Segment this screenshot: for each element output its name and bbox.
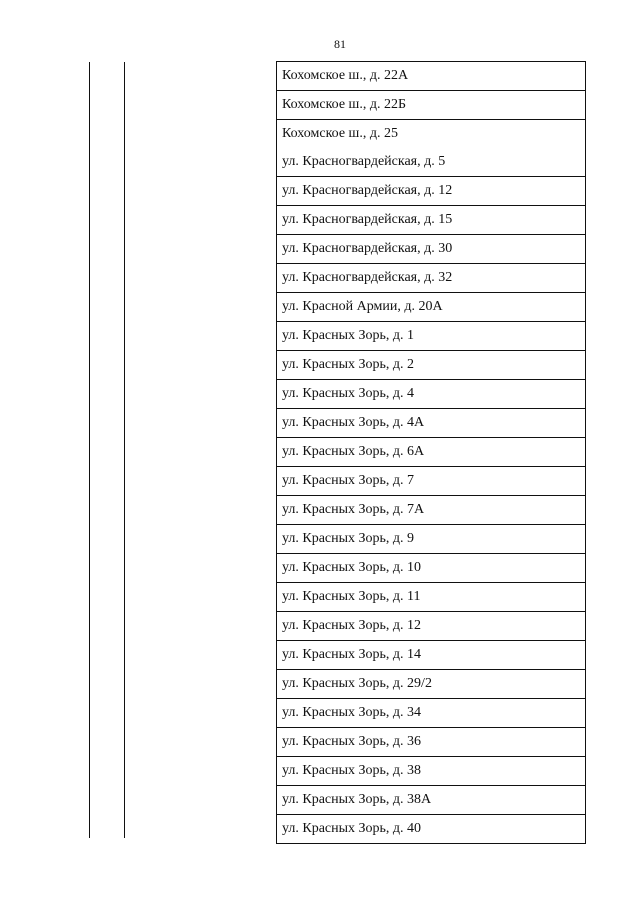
address-cell: ул. Красных Зорь, д. 12 <box>277 612 586 641</box>
table-row <box>277 264 586 293</box>
table-row <box>277 699 586 728</box>
table-row <box>277 293 586 322</box>
address-cell: ул. Красных Зорь, д. 7 <box>277 467 586 496</box>
table-row <box>277 120 586 149</box>
table-row <box>277 380 586 409</box>
address-cell: ул. Красных Зорь, д. 7А <box>277 496 586 525</box>
table-row <box>277 641 586 670</box>
table-row <box>277 757 586 786</box>
table-column-border-inner <box>124 62 125 838</box>
address-cell: ул. Красных Зорь, д. 6А <box>277 438 586 467</box>
address-cell: ул. Красных Зорь, д. 29/2 <box>277 670 586 699</box>
address-cell: ул. Красногвардейская, д. 15 <box>277 206 586 235</box>
address-cell: ул. Красной Армии, д. 20А <box>277 293 586 322</box>
table-row <box>277 554 586 583</box>
table-row <box>277 235 586 264</box>
address-cell: Кохомское ш., д. 22А <box>277 62 586 91</box>
table-row <box>277 583 586 612</box>
table-row <box>277 670 586 699</box>
address-cell: ул. Красных Зорь, д. 38А <box>277 786 586 815</box>
table-row <box>277 351 586 380</box>
table-row <box>277 206 586 235</box>
table-row <box>277 438 586 467</box>
table-row <box>277 496 586 525</box>
address-cell: ул. Красногвардейская, д. 30 <box>277 235 586 264</box>
address-cell: Кохомское ш., д. 25 <box>277 120 586 149</box>
table-row <box>277 91 586 120</box>
address-cell: ул. Красных Зорь, д. 9 <box>277 525 586 554</box>
table-row <box>277 177 586 206</box>
table-row <box>277 728 586 757</box>
address-cell: ул. Красногвардейская, д. 32 <box>277 264 586 293</box>
table-row <box>277 322 586 351</box>
address-cell: ул. Красных Зорь, д. 11 <box>277 583 586 612</box>
address-cell: ул. Красных Зорь, д. 4 <box>277 380 586 409</box>
address-cell: ул. Красных Зорь, д. 14 <box>277 641 586 670</box>
address-cell: ул. Красногвардейская, д. 12 <box>277 177 586 206</box>
address-cell: Кохомское ш., д. 22Б <box>277 91 586 120</box>
table-row <box>277 815 586 844</box>
table-row <box>277 786 586 815</box>
address-cell: ул. Красных Зорь, д. 4А <box>277 409 586 438</box>
table-row <box>277 148 586 177</box>
table-row <box>277 612 586 641</box>
table-row <box>277 62 586 91</box>
table-row <box>277 467 586 496</box>
address-cell: ул. Красных Зорь, д. 1 <box>277 322 586 351</box>
address-cell: ул. Красных Зорь, д. 34 <box>277 699 586 728</box>
address-cell: ул. Красных Зорь, д. 2 <box>277 351 586 380</box>
address-table <box>276 61 586 844</box>
address-cell: ул. Красных Зорь, д. 36 <box>277 728 586 757</box>
table-row <box>277 525 586 554</box>
address-cell: ул. Красных Зорь, д. 40 <box>277 815 586 844</box>
page-number: 81 <box>334 37 346 51</box>
table-row <box>277 409 586 438</box>
table-column-border-left <box>89 62 90 838</box>
address-cell: ул. Красногвардейская, д. 5 <box>277 148 586 177</box>
address-cell: ул. Красных Зорь, д. 10 <box>277 554 586 583</box>
address-cell: ул. Красных Зорь, д. 38 <box>277 757 586 786</box>
